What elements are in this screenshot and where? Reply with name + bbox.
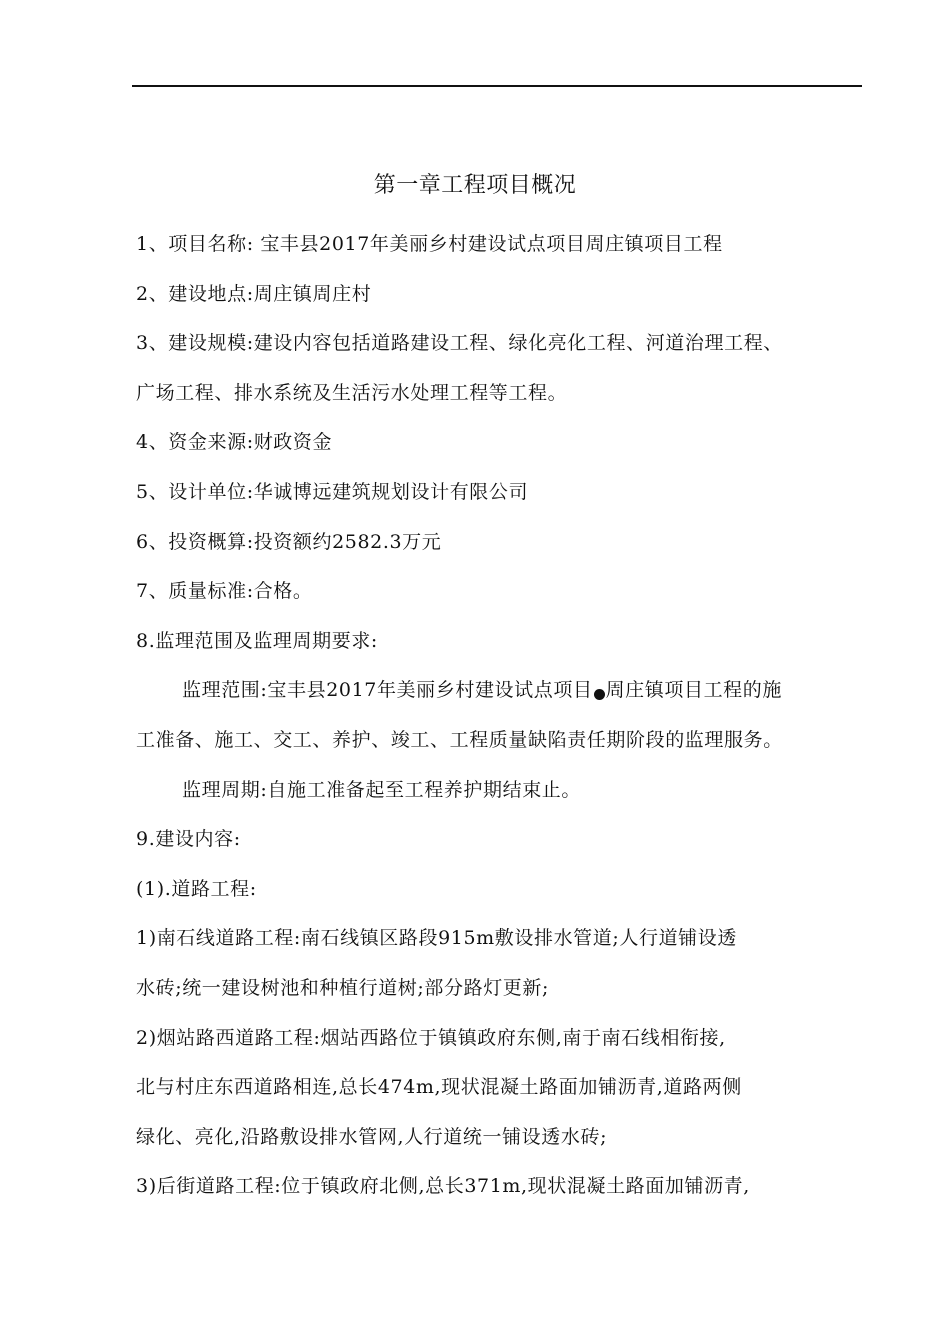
text-line-construction-heading: 9.建设内容: (136, 828, 241, 851)
text-line-road-3: 3)后街道路工程:位于镇政府北侧,总长371m,现状混凝土路面加铺沥青, (136, 1175, 750, 1198)
text-line-road-2-cont: 北与村庄东西道路相连,总长474m,现状混凝土路面加铺沥青,道路两侧 (136, 1076, 742, 1099)
text-line-quality: 7、质量标准:合格。 (136, 580, 313, 603)
text-line-road-1: 1)南石线道路工程:南石线镇区路段915m敷设排水管道;人行道铺设透 (136, 927, 737, 950)
text-line-supervision-scope-cont: 工准备、施工、交工、养护、竣工、工程质量缺陷责任期阶段的监理服务。 (136, 728, 783, 751)
header-rule (132, 85, 862, 87)
body-text (136, 229, 866, 1221)
text-line-scale-cont: 广场工程、排水系统及生活污水处理工程等工程。 (136, 381, 568, 404)
text-line-road-works-heading: (1).道路工程: (136, 877, 257, 900)
text-line-funding: 4、资金来源:财政资金 (136, 431, 333, 454)
text-line-road-2: 2)烟站路西道路工程:烟站西路位于镇镇政府东侧,南于南石线相衔接, (136, 1026, 726, 1049)
text-line-road-1-cont: 水砖;统一建设树池和种植行道树;部分路灯更新; (136, 976, 550, 999)
text-line-designer: 5、设计单位:华诚博远建筑规划设计有限公司 (136, 480, 529, 503)
text-line-project-name: 1、项目名称: 宝丰县2017年美丽乡村建设试点项目周庄镇项目工程 (136, 233, 723, 255)
bullet-dot-icon (594, 689, 605, 700)
chapter-title: 第一章工程项目概况 (373, 173, 577, 198)
text-line-supervision-scope (136, 675, 866, 725)
text-line-supervision-period: 监理周期:自施工准备起至工程养护期结束止。 (182, 778, 582, 801)
text-line-location: 2、建设地点:周庄镇周庄村 (136, 282, 372, 305)
text-line-road-2-cont2: 绿化、亮化,沿路敷设排水管网,人行道统一铺设透水砖; (136, 1125, 608, 1148)
scope-text-after: 周庄镇项目工程的施 (605, 679, 782, 702)
text-line-scale: 3、建设规模:建设内容包括道路建设工程、绿化亮化工程、河道治理工程、 (136, 332, 783, 355)
scope-text-before: 监理范围:宝丰县2017年美丽乡村建设试点项目 (182, 679, 593, 702)
text-line-supervision-heading: 8.监理范围及监理周期要求: (136, 629, 378, 652)
text-line-investment: 6、投资概算:投资额约2582.3万元 (136, 530, 442, 553)
